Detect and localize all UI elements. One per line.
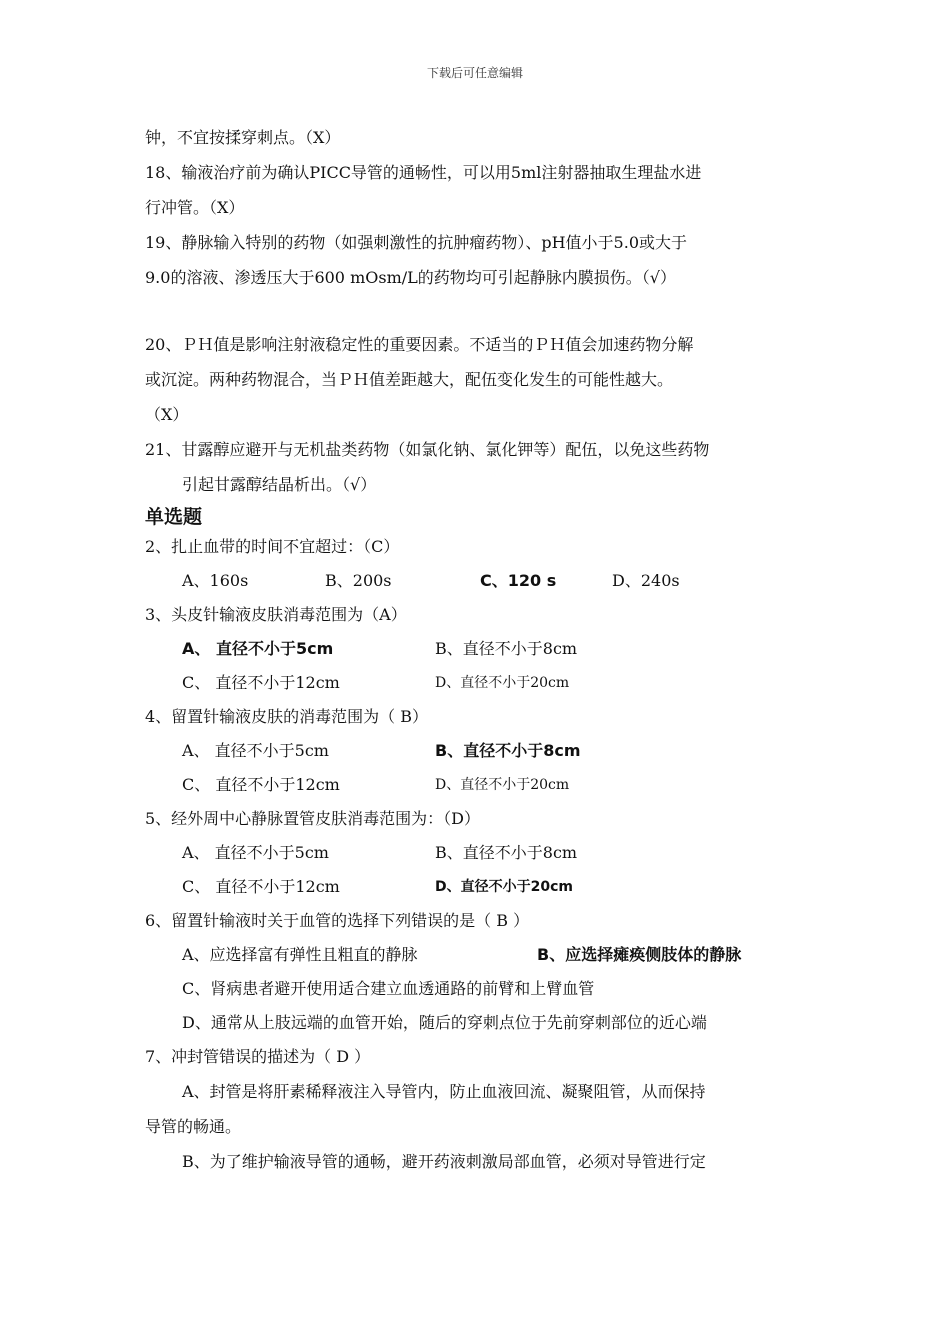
q3-stem: 3、头皮针输液皮肤消毒范围为（A） <box>145 605 407 624</box>
q7-stem: 7、冲封管错误的描述为（ D ） <box>145 1047 371 1066</box>
q4-option-a: A、 直径不小于5cm <box>182 741 329 760</box>
q2-option-c: C、120 s <box>480 571 557 590</box>
q7-option-a-line2: 导管的畅通。 <box>145 1117 242 1136</box>
q3-options-ab <box>145 632 825 666</box>
q6-option-c-row <box>145 972 825 1006</box>
q6-option-d: D、通常从上肢远端的血管开始，随后的穿刺点位于先前穿刺部位的近心端 <box>182 1013 707 1032</box>
q3-options-cd <box>145 666 825 700</box>
q5-option-a: A、 直径不小于5cm <box>182 843 329 862</box>
q3-option-b: B、直径不小于8cm <box>435 639 578 658</box>
q4-stem: 4、留置针输液皮肤的消毒范围为（ B） <box>145 707 429 726</box>
q4-options-ab <box>145 734 825 768</box>
q5-option-d: D、直径不小于20cm <box>435 879 573 895</box>
q4-option-d: D、直径不小于20cm <box>435 777 570 793</box>
q18-line2: 行冲管。（X） <box>145 198 245 217</box>
q4-option-b: B、直径不小于8cm <box>435 741 581 760</box>
q20-line3: （X） <box>145 405 189 424</box>
q20-line2: 或沉淀。两种药物混合，当ＰＨ值差距越大，配伍变化发生的可能性越大。 <box>145 370 674 389</box>
q17-tail: 钟，不宜按揉穿刺点。（X） <box>145 128 341 147</box>
document-body <box>145 120 825 1179</box>
q6-option-a: A、应选择富有弹性且粗直的静脉 <box>182 945 418 964</box>
q7-option-a-line1: A、封管是将肝素稀释液注入导管内，防止血液回流、凝聚阻管，从而保持 <box>182 1082 706 1101</box>
q6-stem: 6、留置针输液时关于血管的选择下列错误的是（ B ） <box>145 911 530 930</box>
spacer <box>145 295 825 327</box>
q2-options <box>145 564 825 598</box>
q6-option-b: B、应选择瘫痪侧肢体的静脉 <box>537 945 742 964</box>
q2-option-a: A、160s <box>182 571 249 590</box>
q2-option-b: B、200s <box>325 571 392 590</box>
q3-option-c: C、 直径不小于12cm <box>182 673 340 692</box>
q5-stem: 5、经外周中心静脉置管皮肤消毒范围为：（D） <box>145 809 481 828</box>
q20-line1: 20、ＰＨ值是影响注射液稳定性的重要因素。不适当的ＰＨ值会加速药物分解 <box>145 335 694 354</box>
q19-line2: 9.0的溶液、渗透压大于600 mOsm/L的药物均可引起静脉内膜损伤。（√） <box>145 268 676 287</box>
q4-options-cd <box>145 768 825 802</box>
q6-option-c: C、肾病患者避开使用适合建立血透通路的前臂和上臂血管 <box>182 979 595 998</box>
q18-line1: 18、输液治疗前为确认PICC导管的通畅性，可以用5ml注射器抽取生理盐水进 <box>145 163 702 182</box>
q6-option-d-row <box>145 1006 825 1040</box>
q3-option-d: D、直径不小于20cm <box>435 675 570 691</box>
q4-option-c: C、 直径不小于12cm <box>182 775 340 794</box>
q5-options-ab <box>145 836 825 870</box>
q7-option-b-line1: B、为了维护输液导管的通畅，避开药液刺激局部血管，必须对导管进行定 <box>182 1152 706 1171</box>
q21-line2: 引起甘露醇结晶析出。（√） <box>182 475 377 494</box>
q5-option-c: C、 直径不小于12cm <box>182 877 340 896</box>
page-header: 下载后可任意编辑 <box>426 66 523 80</box>
q3-option-a: A、 直径不小于5cm <box>182 639 334 658</box>
q19-line1: 19、静脉输入特别的药物（如强刺激性的抗肿瘤药物）、pH值小于5.0或大于 <box>145 233 688 252</box>
q5-options-cd <box>145 870 825 904</box>
q6-options-ab <box>145 938 825 972</box>
q2-stem: 2、扎止血带的时间不宜超过：（C） <box>145 537 400 556</box>
q2-option-d: D、240s <box>612 571 680 590</box>
q21-line1: 21、甘露醇应避开与无机盐类药物（如氯化钠、氯化钾等）配伍，以免这些药物 <box>145 440 710 459</box>
q5-option-b: B、直径不小于8cm <box>435 843 578 862</box>
section-title: 单选题 <box>145 506 203 528</box>
